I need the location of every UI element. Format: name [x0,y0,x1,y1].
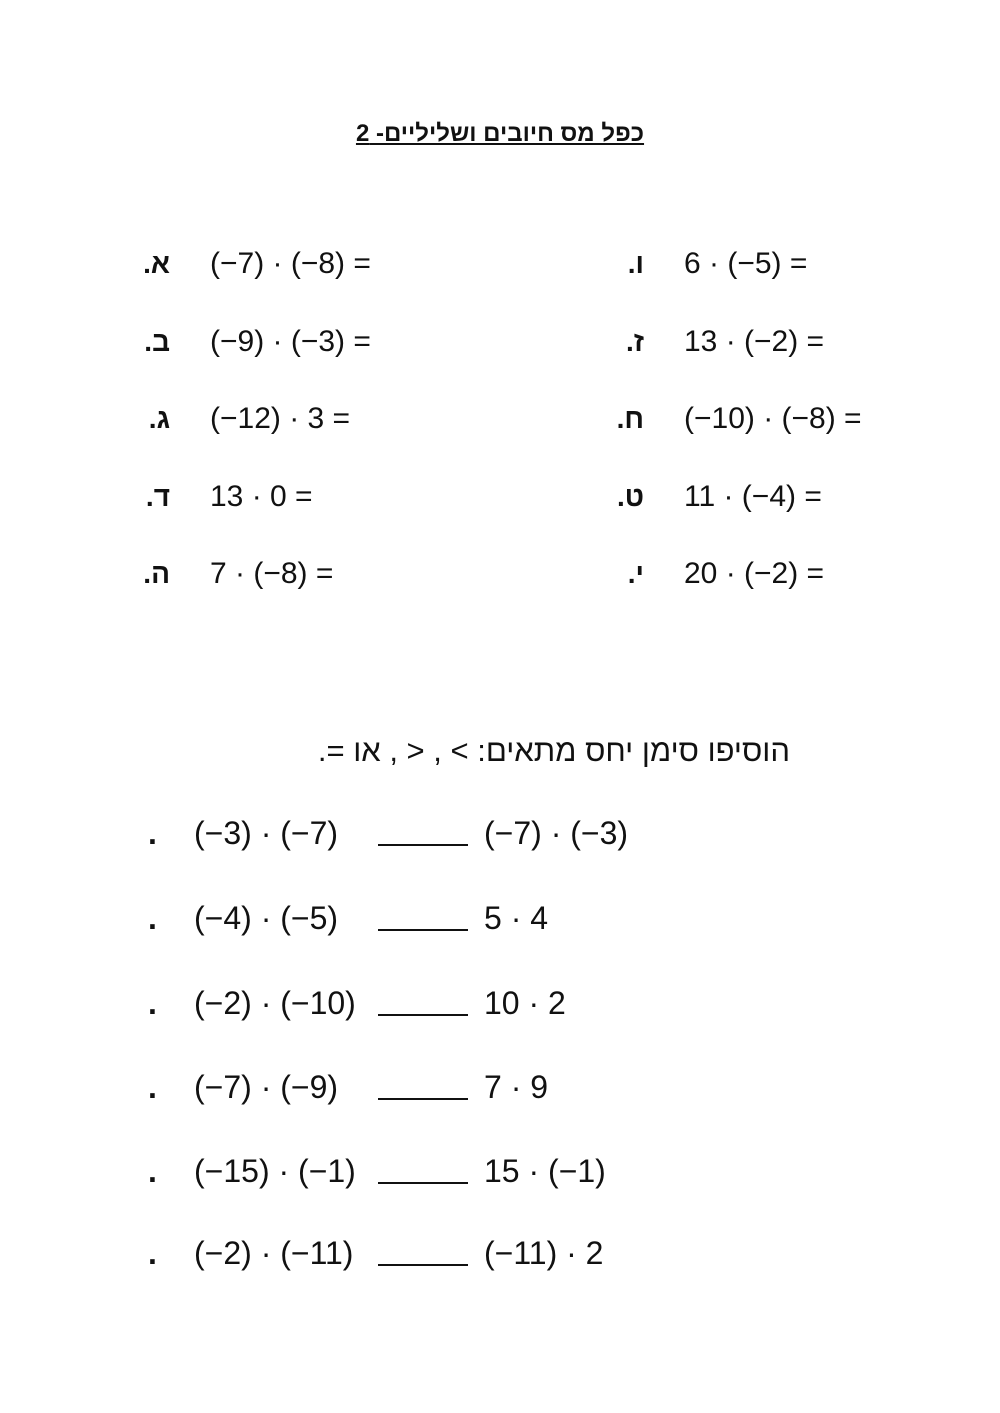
exercise-letter: א. [143,248,170,279]
left-expression: (−15) · (−1) [194,1153,356,1189]
row-bullet: . [148,815,157,851]
exercise-expression: 13 · 0 = [210,480,313,513]
exercise-expression: 7 · (−8) = [210,557,334,590]
left-expression: (−4) · (−5) [194,900,339,936]
exercise-letter: י. [627,558,644,589]
exercise-letter: ה. [143,558,170,589]
left-expression: (−7) · (−9) [194,1069,339,1105]
answer-blank[interactable] [378,844,468,846]
comparison-row [140,1064,700,1110]
exercise-expression: 13 · (−2) = [684,325,825,358]
comparison-instruction: הוסיפו סימן יחס מתאים: > , < , או =. [317,733,790,768]
comparison-row [140,1230,700,1276]
row-bullet: . [148,1153,157,1189]
answer-blank[interactable] [378,1264,468,1266]
right-expression: 10 · 2 [484,985,566,1021]
page-title: כפל מס חיובים ושליליים- 2 [355,120,645,147]
answer-blank[interactable] [378,1014,468,1016]
row-bullet: . [148,1235,157,1271]
row-bullet: . [148,900,157,936]
exercise-expression: (−9) · (−3) = [210,325,371,358]
exercise-expression: (−7) · (−8) = [210,247,371,280]
exercise-expression: (−10) · (−8) = [684,402,862,435]
comparison-row [140,980,700,1026]
exercise-letter: ו. [627,248,644,279]
left-expression: (−2) · (−10) [194,985,356,1021]
left-expression: (−2) · (−11) [194,1235,354,1271]
exercise-expression: 6 · (−5) = [684,247,808,280]
answer-blank[interactable] [378,1182,468,1184]
left-expression: (−3) · (−7) [194,815,339,851]
right-expression: (−7) · (−3) [484,815,629,851]
comparison-row [140,895,700,941]
exercise-letter: ז. [625,326,644,357]
row-bullet: . [148,1069,157,1105]
right-expression: 5 · 4 [484,900,549,936]
answer-blank[interactable] [378,1098,468,1100]
exercise-letter: ג. [148,403,170,434]
comparison-row [140,1148,700,1194]
row-bullet: . [148,985,157,1021]
exercise-letter: ד. [145,481,170,512]
right-expression: (−11) · 2 [484,1235,604,1271]
comparison-row [140,810,700,856]
exercise-expression: (−12) · 3 = [210,402,351,435]
right-expression: 15 · (−1) [484,1153,606,1189]
exercise-letter: ט. [616,481,644,512]
exercise-expression: 11 · (−4) = [684,480,822,513]
exercise-letter: ב. [144,326,170,357]
answer-blank[interactable] [378,929,468,931]
exercise-letter: ח. [616,403,644,434]
exercise-expression: 20 · (−2) = [684,557,825,590]
right-expression: 7 · 9 [484,1069,549,1105]
